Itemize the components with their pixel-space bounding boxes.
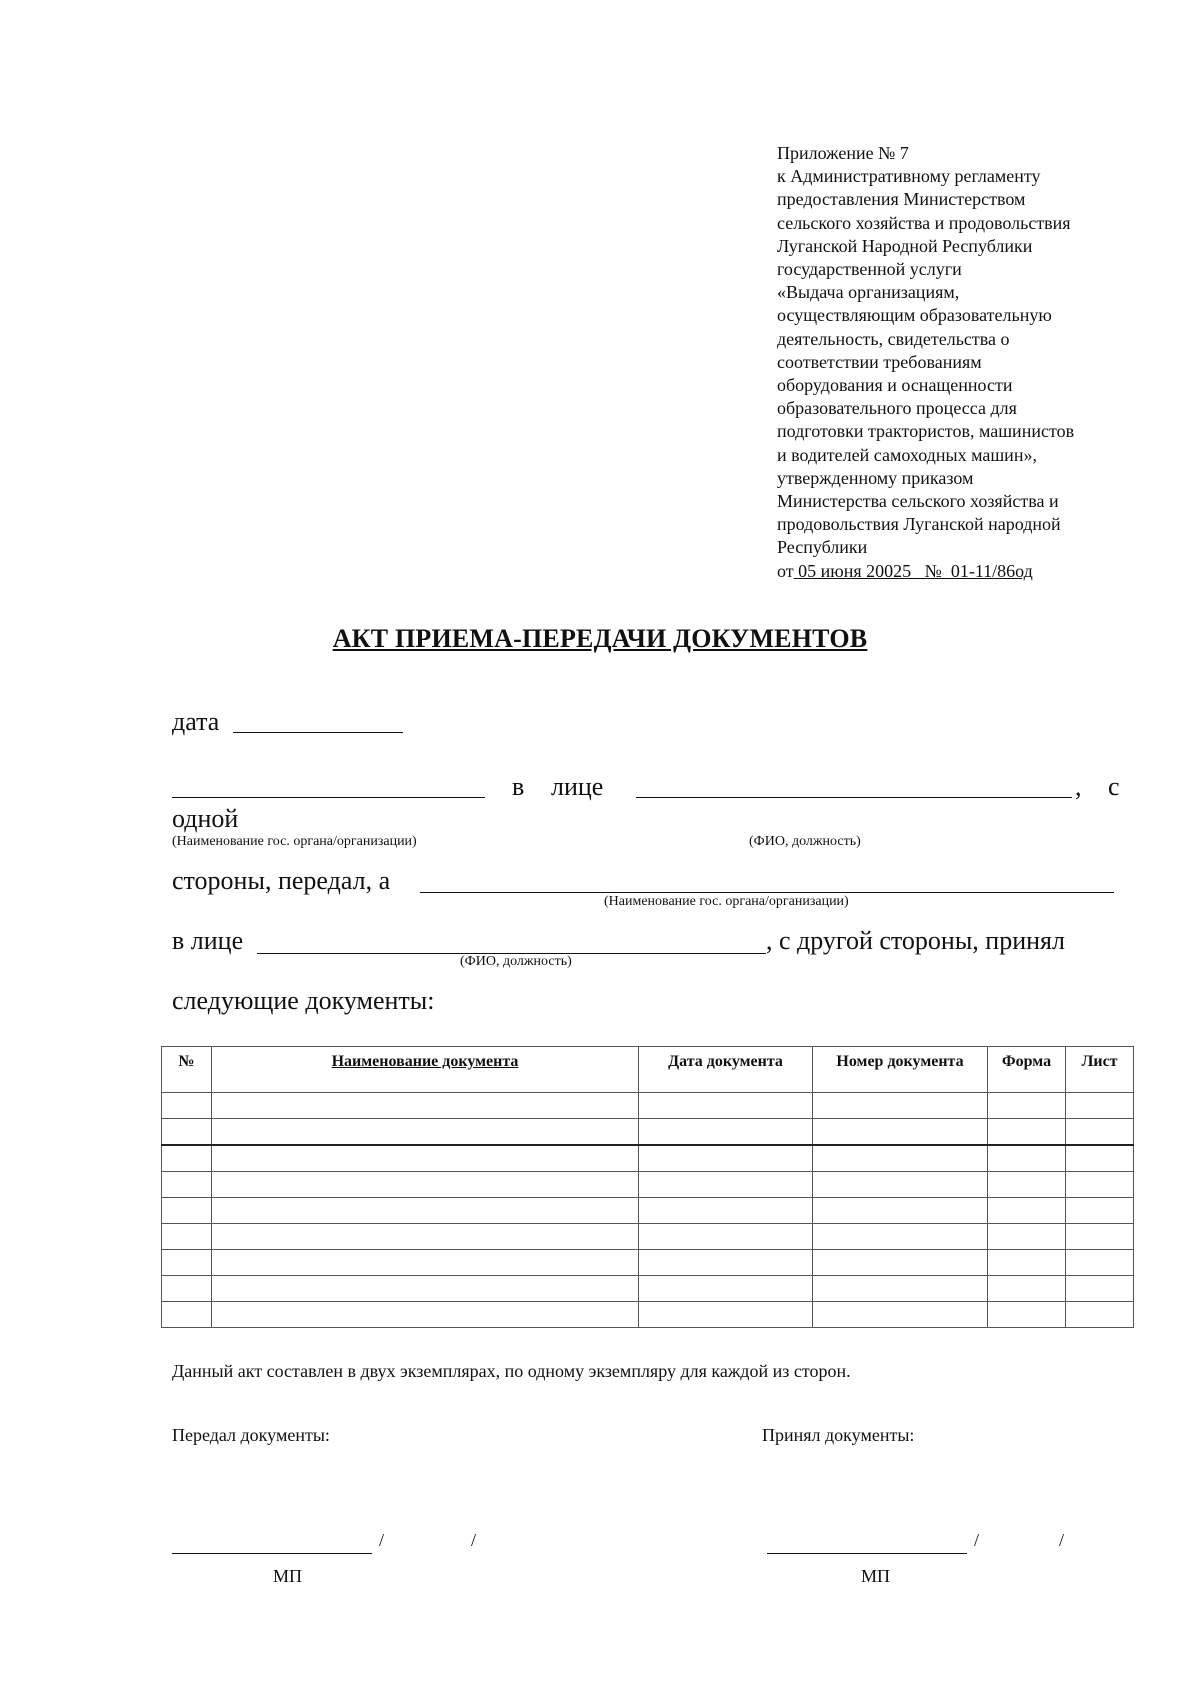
appendix-line: Министерства сельского хозяйства и (777, 491, 1059, 512)
appendix-line: образовательного процесса для (777, 398, 1017, 419)
appendix-line: продовольствия Луганской народной (777, 514, 1061, 535)
table-header-row (162, 1047, 1134, 1093)
org-field-1[interactable] (172, 797, 485, 798)
in-face-label: в лице (172, 926, 244, 955)
appendix-line: сельского хозяйства и продовольствия (777, 212, 1071, 233)
hint-org-1: (Наименование гос. органа/организации) (172, 834, 417, 849)
signature-field-left[interactable] (172, 1553, 372, 1554)
appendix-line: и водителей самоходных машин», (777, 444, 1037, 465)
date-field[interactable] (233, 732, 403, 733)
hint-fio-1: (ФИО, должность) (749, 834, 861, 849)
received-docs-label: Принял документы: (762, 1425, 915, 1445)
in-label: в (512, 772, 525, 801)
appendix-line: соответствии требованиям (777, 351, 982, 372)
table-row (162, 1145, 1134, 1172)
appendix-line: осуществляющим образовательную (777, 305, 1052, 326)
table-row (162, 1302, 1134, 1328)
hint-org-2: (Наименование гос. органа/организации) (604, 894, 849, 909)
table-row (162, 1250, 1134, 1276)
appendix-line: «Выдача организациям, (777, 282, 960, 303)
s-label: с (1108, 772, 1120, 801)
sides-passed-label: стороны, передал, а (172, 866, 391, 895)
one-side-label: одной (172, 804, 239, 833)
col-doc-number-header: Номер документа (813, 1047, 988, 1093)
face-label: лице (551, 772, 604, 801)
signature-slash: / (471, 1530, 477, 1550)
hint-fio-2: (ФИО, должность) (460, 954, 572, 969)
stamp-right: МП (861, 1566, 891, 1586)
appendix-line: государственной услуги (777, 259, 962, 280)
date-label: дата (172, 707, 220, 736)
table-row (162, 1198, 1134, 1224)
other-side-label: , с другой стороны, принял (766, 926, 1065, 955)
stamp-left: МП (273, 1566, 303, 1586)
appendix-line: деятельность, свидетельства о (777, 328, 1010, 349)
signature-slash: / (974, 1530, 980, 1550)
table-row (162, 1119, 1134, 1146)
page-title: АКТ ПРИЕМА-ПЕРЕДАЧИ ДОКУМЕНТОВ (332, 624, 868, 653)
following-docs-label: следующие документы: (172, 986, 435, 1015)
appendix-line: подготовки трактористов, машинистов (777, 421, 1075, 442)
passed-docs-label: Передал документы: (172, 1425, 330, 1445)
table-row (162, 1172, 1134, 1198)
fio-field-1[interactable] (636, 797, 1072, 798)
table-row (162, 1093, 1134, 1119)
appendix-line: утвержденному приказом (777, 467, 974, 488)
org-field-2[interactable] (420, 892, 1114, 893)
col-name-header: Наименование документа (212, 1047, 639, 1093)
signature-slash: / (379, 1530, 385, 1550)
col-sheet-header: Лист (1066, 1047, 1134, 1093)
appendix-line: Приложение № 7 (777, 143, 909, 163)
appendix-line: предоставления Министерством (777, 189, 1026, 210)
appendix-line: Республики (777, 537, 868, 558)
appendix-order-line (777, 560, 1197, 583)
signature-field-right[interactable] (767, 1553, 967, 1554)
col-form-header: Форма (988, 1047, 1066, 1093)
appendix-block (777, 142, 1197, 583)
col-date-header: Дата документа (639, 1047, 813, 1093)
comma: , (1075, 772, 1082, 801)
order-date-value: 05 июня 20025 № 01-11/86од (798, 560, 1033, 581)
order-date-prefix: от (777, 560, 794, 581)
table-row (162, 1276, 1134, 1302)
col-number-header: № (162, 1047, 212, 1093)
appendix-line: оборудования и оснащенности (777, 375, 1013, 396)
table-row (162, 1224, 1134, 1250)
copies-note: Данный акт составлен в двух экземплярах, по одному экземпляру для каждой из сторон. (172, 1361, 851, 1381)
appendix-line: к Административному регламенту (777, 166, 1041, 187)
documents-table (161, 1046, 1134, 1328)
appendix-line: Луганской Народной Республики (777, 235, 1033, 256)
signature-slash: / (1059, 1530, 1065, 1550)
